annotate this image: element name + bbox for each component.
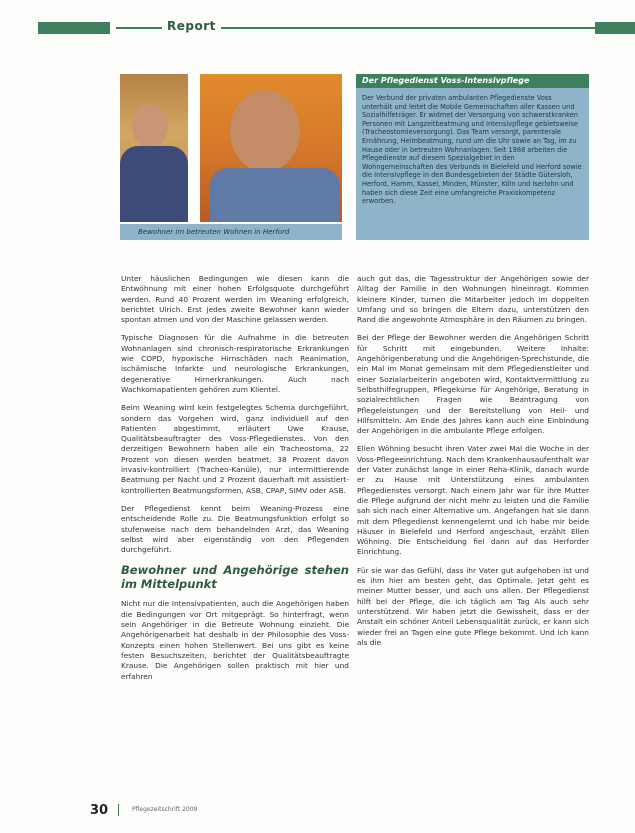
footer-divider	[118, 804, 119, 816]
section-header	[38, 19, 635, 34]
article-column-left	[121, 274, 349, 690]
shirt-shape	[120, 146, 188, 222]
paragraph: Der Pflegedienst kennt beim Weaning-Prozess eine entscheidende Rolle zu. Die Beatmungsfunktion erfolgt so stufenweise nach dem behandelnden Arzt, das Weaning selbst wird aber eigenständig von den Pflegenden durchgeführt.	[121, 503, 349, 555]
photo-resident-1	[120, 74, 188, 222]
header-accent-block-right	[595, 22, 635, 34]
info-box	[356, 74, 589, 240]
subheading: Bewohner und Angehörige stehen im Mittelpunkt	[121, 563, 349, 592]
paragraph: Bei der Pflege der Bewohner werden die Angehörigen Schritt für Schritt mit eingebunden. Weitere Inhalte: Angehörigenberatung und die Angehörigen-Sprechstunde, die ein Mal im Monat gemeinsam mit dem Pflegedienstleiter und einer Sozialarbeiterin angeboten wird, Kontaktvermittlung zu Selbsthilfegruppen, Pflegekurse für Angehörige, Beratung in sozialrechtlichen Fragen wie Beantragung von Pflegeleistungen und der Bereitstellung von Heil- und Hilfsmitteln. Am Ende des Jahres kann auch eine Einbindung der Angehörigen in die ambulante Pflege erfolgen.	[357, 333, 589, 436]
page-number: 30	[90, 803, 109, 818]
paragraph: Unter häuslichen Bedingungen wie diesen kann die Entwöhnung mit einer hohen Erfolgsquote durchgeführt werden. Rund 40 Prozent werden im Weaning erfolgreich, berichtet Ulrich. Erst jedes zweite Bewohner kann wieder spontan atmen und von der Maschine gelassen werden.	[121, 274, 349, 325]
paragraph: auch gut das, die Tagesstruktur der Angehörigen sowie der Alltag der Familie in den Wohnungen hineinragt. Kommen kleinere Kinder, turnen die Mitarbeiter jedoch im doppelten Umfang und so bringen die Eltern dazu, unterstützen den Rand die angewohnte Atmosphäre in den Räumen zu bringen.	[357, 274, 589, 325]
face-shape	[132, 104, 168, 148]
page-footer	[90, 803, 610, 817]
paragraph: Ellen Wöhning besucht ihren Vater zwei Mal die Woche in der Voss-Pflegeeinrichtung. Nach dem Krankenhausaufenthalt war der Vater zunächst lange in einer Reha-Klinik, danach wurde er zu Hause mit Unterstützung eines ambulanten Pflegedienstes versorgt. Nach einem Jahr war für ihre Mutter die Pflege aufgrund der nicht mehr zu leisten und die Familie sah sich nach einer Alternative um. Angefangen hat sie dann mit dem Pflegedienst kennengelernt und ich habe mir beide Häuser in Bielefeld und Herford angeschaut, erzählt Ellen Wöhning. Die Entscheidung fiel dann auf das Herforder Einrichtung.	[357, 444, 589, 557]
article-column-right	[357, 274, 589, 656]
photo-resident-2	[200, 74, 342, 222]
face-shape	[230, 90, 300, 172]
info-box-title: Der Pflegedienst Voss-Intensivpflege	[356, 74, 589, 88]
info-box-text: Der Verbund der privaten ambulanten Pflegedienste Voss unterhält und leitet die Mobile Gemeinschaften aller Kassen und Sozialhilfeträger. Er widmet der Versorgung von schwerstkranken Personen mit Langzeitbeatmung und Intensivpflege gebietsweise (Tracheostomieversorgung). Das Team versorgt, parenterale Ernährung, Heimbeatmung, rund um die Uhr sowie an Tag, im zu Hause oder in betreuten Wohnanlagen. Seit 1988 arbeiten die Pflegedienste auf diesem Spezialgebiet in den Wohngemeinschaften des Verbunds in Bielefeld und Herford sowie die Intensivpflege in den Bundesgebieten der Städte Gütersloh, Herford, Hamm, Kassel, Minden, Münster, Köln und Iserlohn und haben sich diese Zeit eine umfangreiche Praxiskompetenz erworben.	[362, 94, 582, 206]
paragraph: Typische Diagnosen für die Aufnahme in die betreuten Wohnanlagen sind chronisch-respiratorische Erkrankungen wie COPD, hypoxische Hirnschäden nach Reanimation, ischämische Infarkte und neurologische Erkrankungen, degenerative Hirnerkrankungen. Auch nach Wachkomapatienten gehören zum Klientel.	[121, 333, 349, 394]
header-accent-block	[38, 22, 110, 34]
paragraph: Für sie war das Gefühl, dass ihr Vater gut aufgehoben ist und es ihm hier am besten geht, das Optimale. Jetzt geht es meiner Mutter besser, und auch uns allen. Der Pflegedienst hilft bei der Pflege, die ich täglich am Tag Als auch sehr unterstützend. Wir haben jetzt die Gewissheit, dass er der Anstalt ein schöner Anteil Lebensqualität zurück, er kann sich wieder frei an Tagen eine gute Pflege bekommt. Und ich kann als die	[357, 565, 589, 647]
paragraph: Beim Weaning wird kein festgelegtes Schema durchgeführt, sondern das Vorgehen wird, ganz individuell auf den Patienten abgestimmt, erläutert Uwe Krause, Qualitätsbeauftragter des Voss-Pflegedienstes. Von den derzeitigen Bewohnern haben alle ein Tracheostoma, 22 Prozent von diesen werden beatmet, 38 Prozent davon invasiv-kontrolliert (Tracheo-Kanüle), nur intermittierende Beatmung per Nacht und 2 Prozent dauerhaft mit assistiert-kontrollierten Beatmungsformen, ASB, CPAP, SIMV oder ASB.	[121, 403, 349, 495]
paragraph: Nicht nur die Intensivpatienten, auch die Angehörigen haben die Bedingungen vor Ort mitgeprägt. So hinterfragt, wenn sein Angehöriger in die Betreute Wohnung einzieht. Die Angehörigenarbeit hat deshalb in der Philosophie des Voss-Konzepts einen hohen Stellenwert. Bei uns gibt es keine festen Besuchszeiten, berichtet der Qualitätsbeauftragte Krause. Die Angehörigen sollen praktisch mit hier und erfahren	[121, 599, 349, 681]
section-label: Report	[162, 19, 221, 33]
publication-name: Pflegezeitschrift 2009	[132, 806, 198, 813]
photo-caption: Bewohner im betreuten Wohnen in Herford	[120, 224, 342, 240]
shirt-shape	[210, 168, 340, 222]
